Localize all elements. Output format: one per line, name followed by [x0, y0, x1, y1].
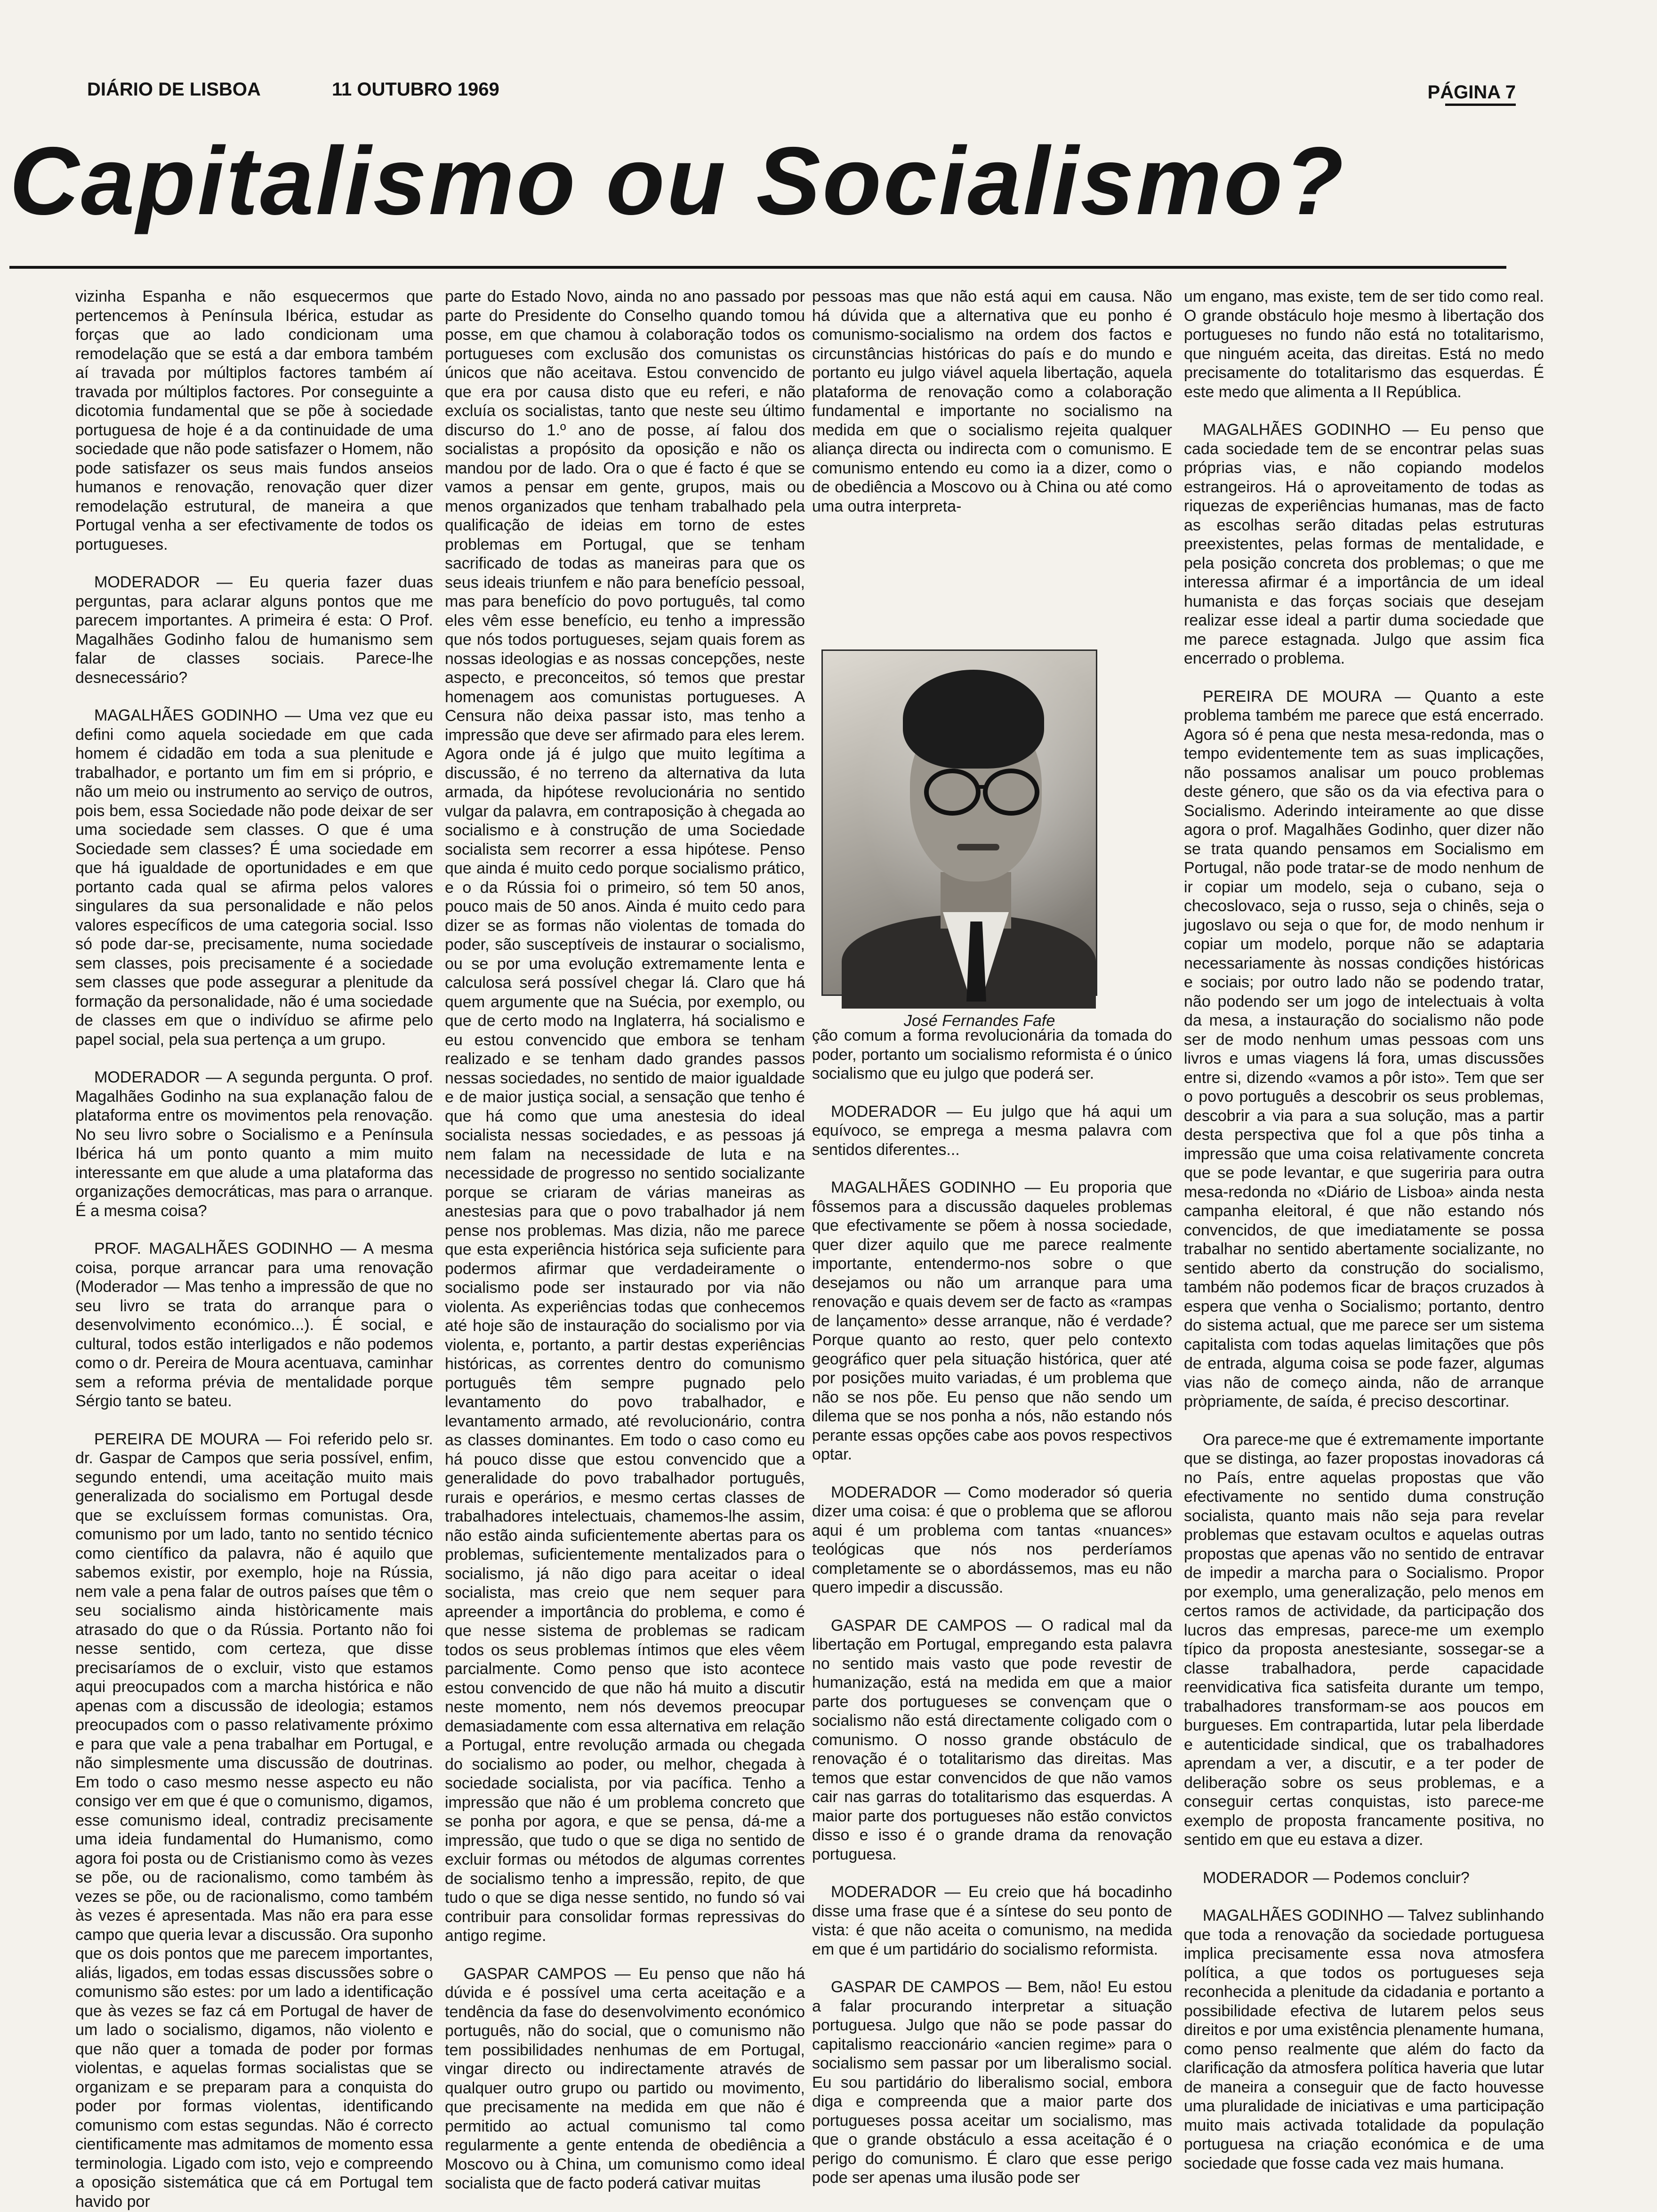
- paragraph: ção comum a forma revolucionária da tomada do poder, portanto um socialismo reformista é o único socialismo que eu julgo que poderá ser.: [812, 1026, 1172, 1082]
- paragraph: MODERADOR — Eu queria fazer duas perguntas, para aclarar alguns pontos que me parecem importantes. A primeira é esta: O Prof. Magalhães Godinho falou de humanismo sem falar de classes sociais. Parece-lhe desnecessário?: [75, 573, 433, 687]
- headline: Capitalismo ou Socialismo?: [9, 127, 1345, 235]
- paragraph: parte do Estado Novo, ainda no ano passado por parte do Presidente do Conselho quando tomou posse, em que chamou à colaboração todos os portugueses com exclusão dos comunistas os únicos que não aceitava. Estou convencido de que era por causa disto que eu referi, e não excluía os socialistas, tanto que neste seu último discurso do 1.º ano de posse, aí falou dos socialistas a propósito da oposição e não os mandou por de lado. Ora o que é facto é que se vamos a pensar em gente, grupos, mais ou menos organizados que tenham trabalhado pela qualificação de ideias em torno de estes problemas em Portugal, que se tenham sacrificado de todas as maneiras para que os seus ideais triunfem e não para benefício pessoal, mas para benefício do povo português, tal como eles vêm esse benefício, eu tenho a impressão que nós todos portugueses, sejam quais forem as nossas ideologias e as nossas concepções, neste aspecto, e preconceitos, só temos que prestar homenagem aos comunistas portugueses. A Censura não deixa passar isto, mas tenho a impressão que deve ser afirmado para eles lerem. Agora onde já é julgo que muito legítima a discussão, é no terreno da alternativa da luta armada, da hipótese revolucionária no sentido vulgar da palavra, em contraposição à chegada ao socialismo e à construção de uma Sociedade socialista sem recorrer a essa hipótese. Penso que ainda é muito cedo porque socialismo prático, e o da Rússia foi o primeiro, só tem 50 anos, pouco mais de 50 anos. Ainda é muito cedo para dizer se as formas não violentas de tomada do poder, são susceptíveis de instaurar o socialismo, ou se por uma evolução extremamente lenta e calculosa será possível chegar lá. Claro que há quem argumente que na Suécia, por exemplo, ou que de certo modo na Inglaterra, há socialismo e eu estou convencido que embora se tenham realizado e se tenham dado grandes passos nessas sociedades, no sentido de maior igualdade e de maior justiça social, a sensação que tenho é que há como que uma anestesia do ideal socialista nessas sociedades, e as pessoas já nem falam na necessidade de luta e na necessidade de progresso no sentido socializante porque se criaram de várias maneiras as anestesias para que o povo trabalhador já nem pense nos problemas. Mas dizia, não me parece que esta experiência histórica seja suficiente para podermos afirmar que verdadeiramente o socialismo pode ser instaurado por via não violenta. As experiências todas que conhecemos até hoje são de instauração do socialismo por via violenta, e, portanto, a partir destas experiências históricas, as correntes dentro do comunismo português têm sempre pugnado pelo levantamento do povo trabalhador, e levantamento armado, até revolucionário, contra as classes dominantes. Em todo o caso como eu há pouco disse que estou convencido que a generalidade do povo trabalhador português, rurais e operários, e mesmo certas classes de trabalhadores intelectuais, chamemos-lhe assim, não estão ainda suficientemente abertas para os problemas, suficientemente mentalizados para o socialismo, já não digo para aceitar o ideal socialista, mas creio que nem sequer para apreender a importância do problema, e como é que nesse sistema de problemas se radicam todos os seus problemas íntimos que eles vêem parcialmente. Como penso que isto acontece estou convencido de que não há muito a discutir neste momento, nem nós devemos preocupar demasiadamente com essa alternativa em relação a Portugal, entre revolução armada ou chegada do socialismo ao poder, ou melhor, chegada à sociedade socialista, por via pacífica. Tenho a impressão que não é um problema concreto que se ponha por agora, e que se pensa, dá-me a impressão, que tudo o que se diga no sentido de excluir formas ou métodos de algumas correntes de socialismo tenho a impressão, repito, de que tudo o que se diga nesse sentido, no fundo só vai contribuir para consolidar formas repressivas do antigo regime.: [445, 288, 805, 1945]
- paragraph: GASPAR DE CAMPOS — Bem, não! Eu estou a falar procurando interpretar a situação portuguesa. Julgo que não se pode passar do capitalismo reaccionário «ancien regime» para o socialismo sem passar por um liberalismo social. Eu sou partidário do liberalismo social, embora diga e compreenda que a maior parte dos portugueses possa aceitar um socialismo, mas que o grande obstáculo a essa aceitação é o perigo do comunismo. É claro que esse perigo pode ser apenas uma ilusão pode ser: [812, 1978, 1172, 2187]
- mouth: [957, 844, 999, 850]
- paragraph: MAGALHÃES GODINHO — Eu proporia que fôssemos para a discussão daqueles problemas que efectivamente se põem à nossa sociedade, quer dizer aquilo que me parece realmente importante, entendermo-nos sobre o que desejamos ou não um arranque para uma renovação e quais devem ser de facto as «rampas de lançamento» desse arranque, não é verdade? Porque quanto ao resto, quer pelo contexto geográfico quer pela situação histórica, quer até por posições muito variadas, é um problema que não se nos põe. Eu penso que não sendo um dilema que se nos ponha a nós, não estando nós perante essas opções cabe aos povos respectivos optar.: [812, 1178, 1172, 1463]
- hair: [903, 670, 1044, 769]
- glasses-bridge: [978, 785, 988, 789]
- paragraph: PEREIRA DE MOURA — Quanto a este problema também me parece que está encerrado. Agora só é pena que nesta mesa-redonda, mas o tempo evidentemente tem as suas implicações, não possamos analisar um pouco problemas deste género, que são os da via efectiva para o Socialismo. Aderindo inteiramente ao que disse agora o prof. Magalhães Godinho, quer dizer não se trata quando pensamos em Socialismo em Portugal, não pode tratar-se de modo nenhum de ir copiar um modelo, seja o cubano, seja o checoslovaco, seja o russo, seja o chinês, seja o jugoslavo ou seja o que for, de modo nenhum ir copiar um modelo, porque não se adaptaria necessariamente às nossas condições históricas e sociais; por outro lado não se podendo tratar, não podendo ser um jogo de intelectuais à volta da mesa, a instauração do socialismo não pode ser de modo nenhum umas pessoas com uns livros e umas viagens lá fora, umas discussões entre si, dizendo «vamos a pôr isto». Tem que ser o povo português a descobrir os seus problemas, descobrir a via para a sua solução, mas a partir desta perspectiva que fol a que pôs tinha a impressão que uma coisa relativamente concreta que se pode levantar, e que sugeriria para outra mesa-redonda no «Diário de Lisboa» ainda nesta campanha eleitoral, é que não estando nós convencidos, de que imediatamente se possa trabalhar no sentido abertamente socializante, no sentido aberto da construção do socialismo, também não podemos ficar de braços cruzados à espera que venha o Socialismo; portanto, dentro do sistema actual, que me parece ser um sistema capitalista com todas aquelas limitações que pôs de entrada, alguma coisa se pode fazer, algumas vias não de começo ainda, não de arranque pròpriamente, de saída, é preciso descortinar.: [1184, 687, 1544, 1411]
- paragraph: MODERADOR — Como moderador só queria dizer uma coisa: é que o problema que se aflorou aqui é um problema com tantas «nuances» teológicas que nós nos perderíamos completamente se o abordássemos, mas eu não quero impedir a discussão.: [812, 1483, 1172, 1596]
- article-column-4: [1184, 287, 1544, 2188]
- portrait-photo: [821, 649, 1097, 996]
- page-number-underline: [1445, 104, 1516, 106]
- paragraph: pessoas mas que não está aqui em causa. Não há dúvida que a alternativa que eu ponho é comunismo-socialismo na ordem dos factos e circunstâncias históricas do país e do mundo e portanto eu julgo viável aquela libertação, aquela plataforma de renovação como a colaboração fundamental e importante no socialismo na medida em que o socialismo rejeita qualquer aliança directa ou indirecta com o comunismo. E comunismo entendo eu como ia a dizer, como o de obediência a Moscovo ou à China ou até como uma outra interpreta-: [812, 288, 1172, 515]
- masthead: [0, 75, 1657, 108]
- headline-rule: [9, 266, 1506, 269]
- paragraph: MODERADOR — A segunda pergunta. O prof. Magalhães Godinho na sua explanação falou de plataforma entre os movimentos pela renovação. No seu livro sobre o Socialismo e a Península Ibérica há um ponto quanto a mim muito interessante em que alude a uma plataforma das organizações democráticas, mas para o arranque. É a mesma coisa?: [75, 1068, 433, 1220]
- article-column-1: [75, 287, 433, 2211]
- page-number: PÁGINA 7: [1427, 82, 1516, 103]
- glasses-left-lens: [924, 769, 981, 816]
- paragraph: MAGALHÃES GODINHO — Talvez sublinhando que toda a renovação da sociedade portuguesa implica precisamente essa nova atmosfera política, a que todos os portugueses seja reconhecida a plenitude da cidadania e portanto a possibilidade efectiva de lutarem pelos seus direitos e por uma existência plenamente humana, como penso realmente que além do facto da clarificação da atmosfera política haveria que lutar de maneira a conseguir que de facto houvesse uma pluralidade de iniciativas e uma participação muito mais activada totalidade da população portuguesa na criação económica e de uma sociedade que fosse cada vez mais humana.: [1184, 1907, 1544, 2172]
- paragraph: PROF. MAGALHÃES GODINHO — A mesma coisa, porque arrancar para uma renovação (Moderador — Mas tenho a impressão de que no seu livro se trata do arranque para o desenvolvimento económico...). É social, e cultural, todos estão interligados e não podemos como o dr. Pereira de Moura acentuava, caminhar sem a reforma prévia de mentalidade porque Sérgio tanto se bateu.: [75, 1240, 433, 1410]
- article-column-3: [812, 287, 1172, 2188]
- paragraph: MODERADOR — Eu creio que há bocadinho disse uma frase que é a síntese do seu ponto de vista: é que não aceita o comunismo, na medida em que é um partidário do socialismo reformista.: [812, 1883, 1172, 1958]
- article-column-2: [445, 287, 805, 2192]
- paragraph: PEREIRA DE MOURA — Foi referido pelo sr. dr. Gaspar de Campos que seria possível, enfim, segundo entendi, uma aceitação muito mais generalizada do socialismo em Portugal desde que se excluíssem formas comunistas. Ora, comunismo por um lado, tanto no sentido técnico como científico da palavra, não é aquilo que sabemos existir, por exemplo, hoje na Rússia, nem vale a pena falar de outros países que têm o seu socialismo ainda històricamente mais atrasado do que o da Rússia. Portanto não foi nesse sentido, com certeza, que disse precisaríamos de o excluir, visto que estamos aqui preocupados com a marcha histórica e não apenas com a discussão de ideologia; estamos preocupados com o passo relativamente próximo e para que vale a pena trabalhar em Portugal, e não simplesmente uma discussão de doutrinas. Em todo o caso mesmo nesse aspecto eu não consigo ver em que é que o comunismo, digamos, esse comunismo ideal, contradiz precisamente uma ideia fundamental do Humanismo, como agora foi posta ou de Cristianismo como às vezes se põe, ou de racionalismo, como também às vezes se põe, ou de racionalismo, como também às vezes é apresentada. Mas não era para esse campo que queria levar a discussão. Ora suponho que os dois pontos que me parecem importantes, aliás, ligados, em todas essas discussões sobre o comunismo são estes: por um lado a identificação que às vezes se faz cá em Portugal de haver de um lado o socialismo, digamos, não violento e que não quer a tomada de poder por formas violentas, e aquelas formas socialistas que se organizam e se preparam para a conquista do poder por formas violentas, identificando comunismo com estas segundas. Não é correcto cientificamente mas admitamos de momento essa terminologia. Ligado com isto, vejo e compreendo a oposição sistemática que cá em Portugal tem havido por: [75, 1430, 433, 2211]
- photo-caption-text: José Fernandes Fafe: [904, 1012, 1055, 1030]
- glasses-right-lens: [983, 769, 1039, 816]
- issue-date: 11 OUTUBRO 1969: [332, 79, 499, 100]
- paragraph: GASPAR CAMPOS — Eu penso que não há dúvida e é possível uma certa aceitação e a tendência da fase do desenvolvimento económico português, não do social, que o comunismo não tem possibilidades nenhumas de em Portugal, vingar directo ou indirectamente através de qualquer outro grupo ou partido ou movimento, que precisamente na medida em que não é permitido ao actual comunismo tal como regularmente a gente entenda de obediência a Moscovo ou à China, um comunismo como ideal socialista que de facto poderá cativar muitas: [445, 1964, 805, 2192]
- paragraph: MAGALHÃES GODINHO — Uma vez que eu defini como aquela sociedade em que cada homem é cidadão em toda a sua plenitude e trabalhador, e portanto um fim em si próprio, e não um meio ou instrumento ao serviço de outros, pois bem, essa Sociedade não pode deixar de ser uma sociedade sem classes. O que é uma Sociedade sem classes? É uma sociedade em que há igualdade de oportunidades e em que portanto cada qual se afirma pelos valores singulares da sua personalidade e não pelos valores específicos de uma categoria social. Isso só pode dar-se, precisamente, numa sociedade sem classes, pois precisamente é a sociedade sem classes que pode assegurar a plenitude da formação da personalidade, não é uma sociedade de classes em que o indivíduo se afirme pelo papel social, pela sua pertença a um grupo.: [75, 706, 433, 1049]
- paragraph: MODERADOR — Eu julgo que há aqui um equívoco, se emprega a mesma palavra com sentidos diferentes...: [812, 1102, 1172, 1159]
- paragraph: Ora parece-me que é extremamente importante que se distinga, ao fazer propostas inovadoras cá no País, entre aquelas propostas que vão efectivamente no sentido duma construção socialista, quanto mais não seja para revelar problemas que estavam ocultos e aquelas outras propostas que apenas vão no sentido de entravar de impedir a marcha para o Socialismo. Propor por exemplo, uma generalização, pelo menos em certos ramos de actividade, da participação dos lucros das empresas, parece-me um exemplo típico da proposta anestesiante, sossegar-se a classe trabalhadora, perde capacidade reenvidicativa fica satisfeita durante um tempo, trabalhadores transformam-se aos poucos em burgueses. Em contrapartida, lutar pela liberdade e autenticidade sindical, que os trabalhadores aprendam a ver, a discutir, e a ter poder de deliberação sobre os seus problemas, e a conseguir certas conquistas, isto parece-me exemplo de proposta francamente positiva, no sentido em que eu estava a dizer.: [1184, 1430, 1544, 1849]
- photo-caption: [821, 1012, 1182, 1030]
- paragraph: um engano, mas existe, tem de ser tido como real. O grande obstáculo hoje mesmo à libertação dos portugueses no fundo não está no totalitarismo, que ninguém aceita, das direitas. Está no medo precisamente do totalitarismo das esquerdas. É este medo que alimenta a II República.: [1184, 288, 1544, 401]
- paragraph: MODERADOR — Podemos concluir?: [1203, 1868, 1470, 1887]
- paragraph: GASPAR DE CAMPOS — O radical mal da libertação em Portugal, empregando esta palavra no sentido mais vasto que pode revestir de humanização, está na medida em que a maior parte dos portugueses se convençam que o socialismo não está directamente coligado com o comunismo. O nosso grande obstáculo de renovação é o totalitarismo das direitas. Mas temos que estar convencidos de que não vamos cair nas garras do totalitarismo das esquerdas. A maior parte dos portugueses não estão convictos disso e isso é o grande drama da renovação portuguesa.: [812, 1616, 1172, 1863]
- paragraph: vizinha Espanha e não esquecermos que pertencemos à Península Ibérica, estudar as forças que ao lado condicionam uma remodelação que se está a dar embora também aí travada por múltiplos factores também aí travada por múltiplos factores. Por conseguinte a dicotomia fundamental que se põe à sociedade portuguesa de hoje é a da continuidade de uma sociedade que não pode satisfazer o Homem, não pode satisfazer os seus mais fundos anseios humanos e renovação, renovação quer dizer remodelação estrutural, de maneira a que Portugal venha a ser efectivamente de todos os portugueses.: [75, 288, 433, 553]
- newspaper-name: DIÁRIO DE LISBOA: [87, 79, 261, 100]
- paragraph: MAGALHÃES GODINHO — Eu penso que cada sociedade tem de se encontrar pelas suas próprias vias, e não copiando modelos estrangeiros. Há o aproveitamento de todas as riquezas de experiências humanas, mas de facto as escolhas serão ditadas pelas estruturas preexistentes, pelas formas de mentalidade, e pela posição concreta dos problemas; o que me interessa afirmar é a importância de um ideal humanista e das forças sociais que desejam realizar esse ideal a partir duma sociedade que me parece estagnada. Julgo que assim fica encerrado o problema.: [1184, 421, 1544, 667]
